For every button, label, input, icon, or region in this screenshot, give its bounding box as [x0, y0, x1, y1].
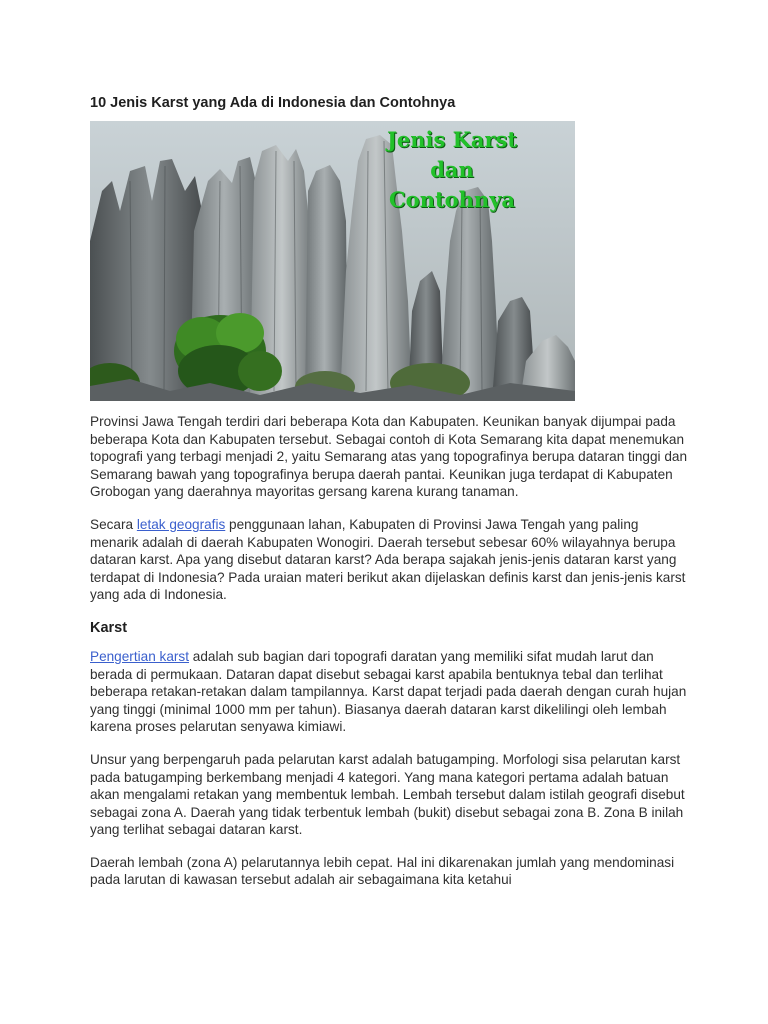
paragraph-definition — [90, 648, 690, 736]
hero-caption-line-2: dan — [430, 157, 474, 182]
paragraph-intro: Provinsi Jawa Tengah terdiri dari beberapa Kota dan Kabupaten. Keunikan banyak dijumpai pada beberapa Kota dan Kabupaten tersebut. Sebagai contoh di Kota Semarang kita dapat menemukan topografi yang terbagi menjadi 2, yaitu Semarang atas yang topografinya berupa dataran tinggi dan Semarang bawah yang topografinya berupa daerah pantai. Keunikan juga terdapat di Kabupaten Grobogan yang daerahnya mayoritas gersang karena kurang tanaman. — [90, 414, 688, 500]
hero-caption-line-3: Contohnya — [388, 187, 516, 212]
section-heading-karst: Karst — [90, 619, 128, 636]
article-title: 10 Jenis Karst yang Ada di Indonesia dan Contohnya — [90, 95, 456, 111]
article — [90, 94, 690, 904]
paragraph-definition-rest: adalah sub bagian dari topografi daratan yang memiliki sifat mudah larut dan berada di permukaan. Dataran dapat disebut sebagai karst apabila bentuknya tebal dan terlihat beberapa retakan-retakan dalam tampilannya. Karst dapat terjadi pada daerah dengan curah hujan yang tinggi (minimal 1000 mm per tahun). Biasanya daerah dataran karst dikelilingi oleh lembah karena proses pelarutan senyawa kimiawi. — [90, 648, 687, 735]
paragraph-morphology: Unsur yang berpengaruh pada pelarutan karst adalah batugamping. Morfologi sisa pelarutan karst pada batugamping berkembang menjadi 4 kategori. Yang mana kategori pertama adalah batuan akan mengalami retakan yang membentuk lembah. Lembah tersebut dalam istilah geografi disebut sebagai zona A. Daerah yang tidak terbentuk lembah (bukit) disebut sebagai zona B. Zona B inilah yang terlihat sebagai dataran karst. — [90, 751, 685, 838]
letak-geografis-link[interactable]: letak geografis — [136, 516, 226, 532]
hero-caption-line-1: Jenis Karst — [386, 127, 518, 152]
hero-caption — [352, 125, 552, 215]
paragraph-zone-a: Daerah lembah (zona A) pelarutannya lebih cepat. Hal ini dikarenakan jumlah yang mendominasi pada larutan di kawasan tersebut adalah air sebagaimana kita ketahui — [90, 854, 675, 888]
hero-image — [90, 121, 575, 401]
paragraph-geography — [90, 516, 690, 604]
pengertian-karst-link[interactable]: Pengertian karst — [90, 648, 189, 664]
paragraph-geography-lead: Secara — [90, 516, 137, 532]
paragraph-geography-rest: penggunaan lahan, Kabupaten di Provinsi Jawa Tengah yang paling menarik adalah di daerah Kabupaten Wonogiri. Daerah tersebut sebesar 60% wilayahnya berupa dataran karst. Apa yang disebut dataran karst? Ada berapa sajakah jenis-jenis dataran karst yang terdapat di Indonesia? Pada uraian materi berikut akan dijelaskan definis karst dan jenis-jenis karst yang ada di Indonesia. — [90, 516, 686, 603]
